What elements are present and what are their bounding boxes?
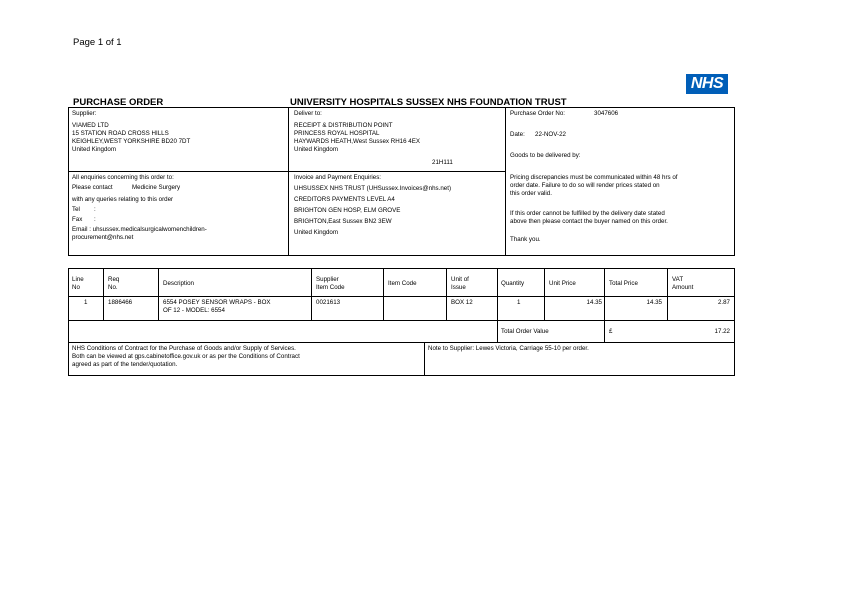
nhs-logo: NHS [686,74,728,94]
tel-separator: : [94,206,96,213]
cell-supplier-code: 0021613 [316,299,341,306]
supplier-line: 15 STATION ROAD CROSS HILLS [72,130,169,137]
deliver-to-line: HAYWARDS HEATH,West Sussex RH16 4EX [294,138,420,145]
deliver-to-line: RECEIPT & DISTRIBUTION POINT [294,122,393,129]
deliver-to-label: Deliver to: [294,110,322,117]
col-header-vat: Amount [672,284,694,291]
notice-line: this order valid. [510,190,552,197]
goods-delivery-label: Goods to be delivered by: [510,152,581,159]
notice-line: order date. Failure to do so will render prices stated on [510,182,660,189]
col-header-unit-price: Unit Price [549,280,576,287]
col-header-supplier-code: Item Code [316,284,345,291]
document-title: PURCHASE ORDER [73,97,164,108]
email-line: Email : uhsussex.medicalsurgicalwomenchildren- [72,226,207,233]
date-label: Date: [510,131,525,138]
invoice-line: BRIGHTON,East Sussex BN2 3EW [294,218,392,225]
col-header-vat: VAT [672,276,684,283]
col-header-line-no: No [72,284,80,291]
conditions-line: Both can be viewed at gps.cabinetoffice.gov.uk or as per the Conditions of Contract [72,353,300,360]
supplier-label: Supplier: [72,110,97,117]
po-number-value: 3047606 [594,110,619,117]
enquiries-line: with any queries relating to this order [72,196,174,203]
notice-line: Pricing discrepancies must be communicated within 48 hrs of [510,174,678,181]
supplier-note: Note to Supplier: Lewes Victoria, Carriage 55-10 per order. [428,345,589,352]
fax-separator: : [94,216,96,223]
col-header-total-price: Total Price [609,280,638,287]
supplier-line: VIAMED LTD [72,122,109,129]
trust-name: UNIVERSITY HOSPITALS SUSSEX NHS FOUNDATION TRUST [290,97,567,108]
total-order-label: Total Order Value [501,328,549,335]
contact-label: Please contact [72,184,113,191]
supplier-line: United Kingdom [72,146,117,153]
conditions-line: agreed as part of the tender/quotation. [72,361,178,368]
invoice-line: United Kingdom [294,229,339,236]
currency-symbol: £ [609,328,613,335]
supplier-line: KEIGHLEY,WEST YORKSHIRE BD20 7DT [72,138,191,145]
cell-total-price: 14.35 [646,299,662,306]
invoice-line: CREDITORS PAYMENTS LEVEL A4 [294,196,395,203]
deliver-to-line: United Kingdom [294,146,339,153]
deliver-to-line: PRINCESS ROYAL HOSPITAL [294,130,380,137]
fax-label: Fax [72,216,83,223]
date-value: 22-NOV-22 [535,131,566,138]
tel-label: Tel [72,206,80,213]
col-header-quantity: Quantity [501,280,525,287]
col-header-req-no: No. [108,284,118,291]
delivery-code: 21H111 [432,159,453,166]
cell-unit-price: 14.35 [586,299,602,306]
thank-you: Thank you. [510,236,541,243]
col-header-unit-of-issue: Unit of [451,276,469,283]
col-header-description: Description [163,280,194,287]
col-header-line-no: Line [72,276,84,283]
col-header-item-code: Item Code [388,280,417,287]
cell-unit-of-issue: BOX 12 [451,299,473,306]
invoice-label: Invoice and Payment Enquiries: [294,174,382,181]
cell-vat: 2.87 [717,299,730,306]
enquiries-label: All enquiries concerning this order to: [72,174,174,181]
col-header-unit-of-issue: Issue [451,284,466,291]
invoice-line: BRIGHTON GEN HOSP, ELM GROVE [294,207,401,214]
cell-line-no: 1 [84,299,88,306]
cell-description: 6554 POSEY SENSOR WRAPS - BOX [163,299,271,306]
po-number-label: Purchase Order No: [510,110,566,117]
conditions-line: NHS Conditions of Contract for the Purchase of Goods and/or Supply of Services. [72,345,296,352]
total-order-value: 17.22 [714,328,730,335]
email-line: procurement@nhs.net [72,234,134,241]
notice-line: If this order cannot be fulfilled by the delivery date stated [510,210,665,217]
col-header-req-no: Req [108,276,120,283]
notice-line: above then please contact the buyer named on this order. [510,218,668,225]
contact-value: Medicine Surgery [132,184,181,191]
cell-quantity: 1 [517,299,521,306]
page-number: Page 1 of 1 [73,37,122,48]
cell-req-no: 1886466 [108,299,133,306]
invoice-line: UHSUSSEX NHS TRUST (UHSussex.Invoices@nhs.net) [294,185,452,192]
cell-description: OF 12 - MODEL: 6554 [163,307,225,314]
col-header-supplier-code: Supplier [316,276,339,283]
